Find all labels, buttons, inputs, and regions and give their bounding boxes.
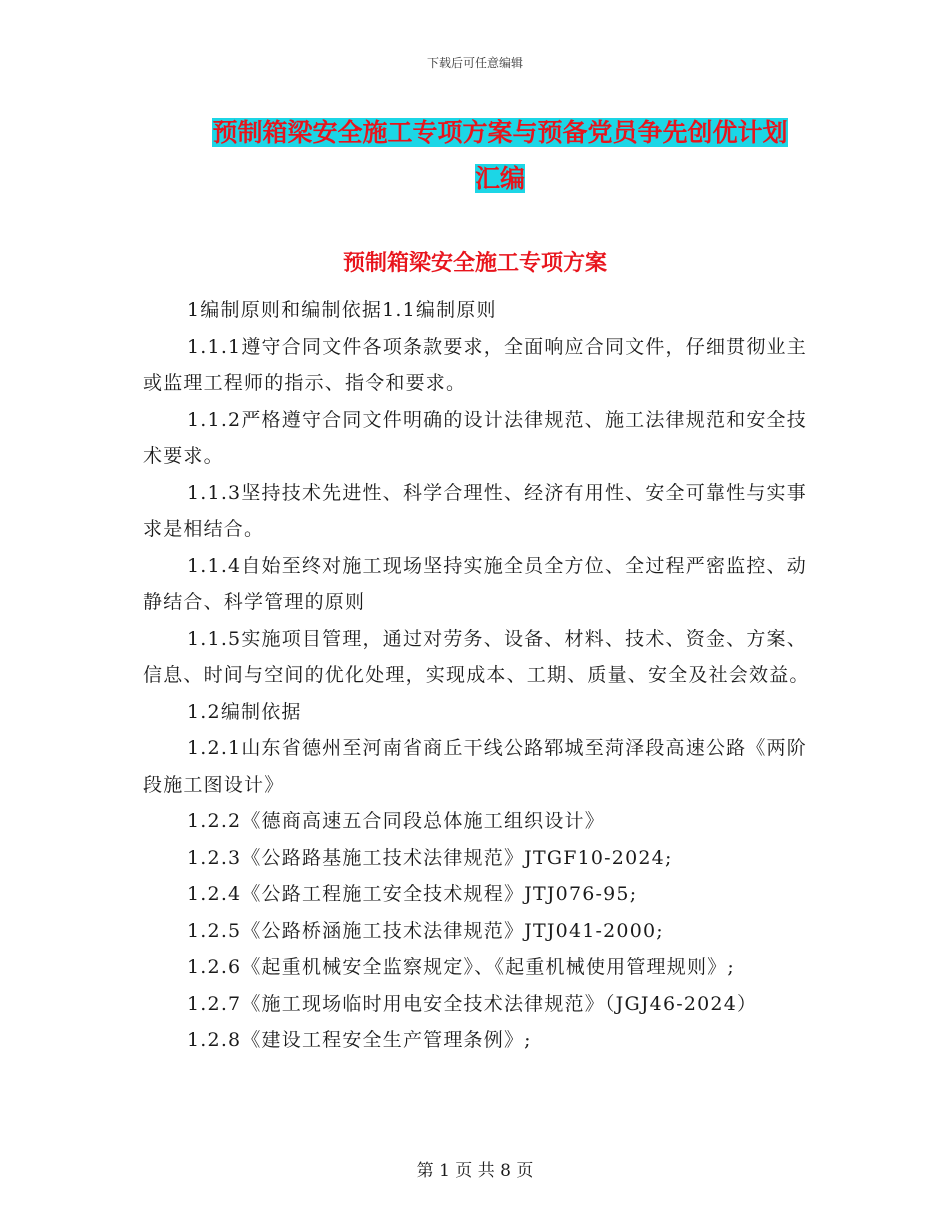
header-note: 下载后可任意编辑 <box>426 56 523 70</box>
paragraph: 1.1.3坚持技术先进性、科学合理性、经济有用性、安全可靠性与实事求是相结合。 <box>143 481 807 540</box>
paragraph: 1.2.2《德商高速五合同段总体施工组织设计》 <box>187 810 605 832</box>
paragraph: 1.2.4《公路工程施工安全技术规程》JTJ076-95; <box>187 883 638 905</box>
paragraph: 1.1.1遵守合同文件各项条款要求，全面响应合同文件，仔细贯彻业主或监理工程师的指示、指令和要求。 <box>143 335 807 394</box>
paragraph: 1.2.5《公路桥涵施工技术法律规范》JTJ041-2000; <box>187 919 664 942</box>
document-title <box>190 110 810 202</box>
paragraph: 1.2.8《建设工程安全生产管理条例》; <box>187 1029 532 1051</box>
section-title: 预制箱梁安全施工专项方案 <box>342 250 607 276</box>
document-title-line1: 预制箱梁安全施工专项方案与预备党员争先创优计划 <box>212 118 788 147</box>
document-body <box>143 292 823 1059</box>
paragraph: 1.2编制依据 <box>187 700 302 723</box>
paragraph: 1.1.5实施项目管理，通过对劳务、设备、材料、技术、资金、方案、信息、时间与空间的优化处理，实现成本、工期、质量、安全及社会效益。 <box>143 627 810 686</box>
paragraph: 1.1.4自始至终对施工现场坚持实施全员全方位、全过程严密监控、动静结合、科学管理的原则 <box>143 554 807 613</box>
page-footer: 第 1 页 共 8 页 <box>416 1161 534 1181</box>
document-title-line2: 汇编 <box>474 164 525 193</box>
paragraph: 1.2.7《施工现场临时用电安全技术法律规范》（JGJ46-2024） <box>187 992 758 1015</box>
paragraph: 1编制原则和编制依据1.1编制原则 <box>187 299 497 321</box>
paragraph: 1.2.6《起重机械安全监察规定》、《起重机械使用管理规则》; <box>187 956 735 978</box>
paragraph: 1.2.3《公路路基施工技术法律规范》JTGF10-2024; <box>187 846 673 869</box>
paragraph: 1.2.1山东省德州至河南省商丘干线公路郓城至菏泽段高速公路《两阶段施工图设计》 <box>143 737 807 796</box>
paragraph: 1.1.2严格遵守合同文件明确的设计法律规范、施工法律规范和安全技术要求。 <box>143 408 807 467</box>
